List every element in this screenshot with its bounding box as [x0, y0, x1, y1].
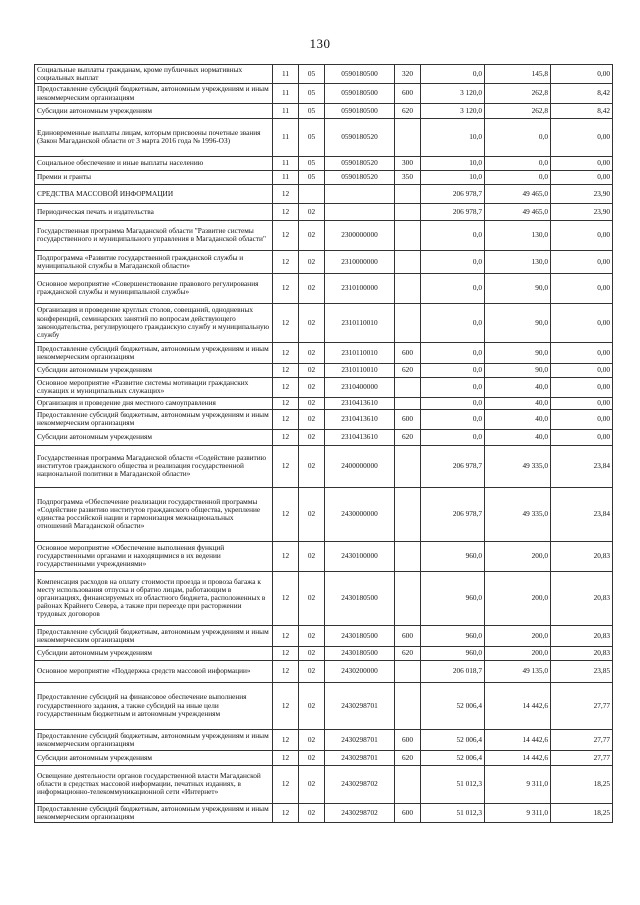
- row-name: Единовременные выплаты лицам, которым присвоены почетные звания (Закон Магаданской области от 3 марта 2016 года № 1996-ОЗ): [35, 118, 273, 156]
- row-chapter: 12: [273, 803, 299, 822]
- row-actual-amount: 14 442,6: [485, 750, 551, 765]
- row-name: Основное мероприятие «Обеспечение выполнения функций государственными органами и находящимися в их ведении государственными учреждениями»: [35, 541, 273, 571]
- row-plan-amount: 0,0: [421, 65, 485, 84]
- row-name: Подпрограмма «Развитие государственной гражданской службы и муниципальной службы в Магаданской области»: [35, 250, 273, 273]
- row-percent: 0,00: [551, 170, 613, 184]
- row-subsection: 02: [299, 571, 325, 625]
- row-subsection: 02: [299, 750, 325, 765]
- row-target-article: 2430298702: [325, 765, 395, 803]
- row-percent: 18,25: [551, 803, 613, 822]
- row-plan-amount: 3 120,0: [421, 84, 485, 103]
- table-row: [35, 646, 613, 660]
- row-name: Субсидии автономным учреждениям: [35, 103, 273, 118]
- row-actual-amount: 49 135,0: [485, 660, 551, 682]
- row-plan-amount: 206 018,7: [421, 660, 485, 682]
- row-subsection: 02: [299, 409, 325, 429]
- row-name: Предоставление субсидий бюджетным, автономным учреждениям и иным некоммерческим организациям: [35, 729, 273, 750]
- row-target-article: [325, 184, 395, 203]
- table-row: [35, 170, 613, 184]
- row-target-article: 2310100000: [325, 273, 395, 303]
- row-chapter: 12: [273, 429, 299, 445]
- row-name: Субсидии автономным учреждениям: [35, 646, 273, 660]
- row-expense-type: 600: [395, 409, 421, 429]
- row-target-article: 2310110010: [325, 303, 395, 342]
- row-subsection: 02: [299, 445, 325, 487]
- row-target-article: 2430180500: [325, 625, 395, 646]
- row-target-article: [325, 203, 395, 220]
- row-actual-amount: 0,0: [485, 156, 551, 170]
- row-plan-amount: 51 012,3: [421, 765, 485, 803]
- row-name: Основное мероприятие «Совершенствование правового регулирования гражданской службы и муниципальной службы»: [35, 273, 273, 303]
- row-actual-amount: 262,8: [485, 103, 551, 118]
- row-expense-type: [395, 541, 421, 571]
- row-expense-type: [395, 660, 421, 682]
- row-name: Государственная программа Магаданской области «Содействие развитию институтов гражданского общества и реализация государственной национальной политики в Магаданской области»: [35, 445, 273, 487]
- row-percent: 23,90: [551, 203, 613, 220]
- row-percent: 27,77: [551, 750, 613, 765]
- row-plan-amount: 960,0: [421, 646, 485, 660]
- table-row: [35, 65, 613, 84]
- row-plan-amount: 0,0: [421, 363, 485, 377]
- row-percent: 18,25: [551, 765, 613, 803]
- row-chapter: 12: [273, 220, 299, 250]
- row-percent: 20,83: [551, 541, 613, 571]
- row-plan-amount: 206 978,7: [421, 184, 485, 203]
- row-expense-type: [395, 682, 421, 729]
- row-plan-amount: 0,0: [421, 220, 485, 250]
- row-percent: 0,00: [551, 250, 613, 273]
- row-chapter: 12: [273, 250, 299, 273]
- row-actual-amount: 130,0: [485, 220, 551, 250]
- row-percent: 20,83: [551, 625, 613, 646]
- row-expense-type: 600: [395, 625, 421, 646]
- row-expense-type: [395, 273, 421, 303]
- row-subsection: 05: [299, 65, 325, 84]
- row-expense-type: 600: [395, 803, 421, 822]
- row-expense-type: [395, 397, 421, 409]
- row-target-article: 2400000000: [325, 445, 395, 487]
- row-actual-amount: 40,0: [485, 409, 551, 429]
- row-actual-amount: 200,0: [485, 646, 551, 660]
- row-subsection: 02: [299, 803, 325, 822]
- row-subsection: 05: [299, 84, 325, 103]
- row-chapter: 12: [273, 625, 299, 646]
- row-actual-amount: 49 335,0: [485, 487, 551, 541]
- row-name: Периодическая печать и издательства: [35, 203, 273, 220]
- row-actual-amount: 262,8: [485, 84, 551, 103]
- row-plan-amount: 206 978,7: [421, 445, 485, 487]
- row-expense-type: 620: [395, 103, 421, 118]
- row-percent: 0,00: [551, 65, 613, 84]
- row-chapter: 12: [273, 571, 299, 625]
- row-target-article: 2300000000: [325, 220, 395, 250]
- row-name: Компенсация расходов на оплату стоимости проезда и провоза багажа к месту использования отпуска и обратно лицам, работающим в организациях, финансируемых из областного бюджета, расположенных в районах Крайнего Севера, а также при переезде при расторжении трудовых договоров: [35, 571, 273, 625]
- row-actual-amount: 14 442,6: [485, 682, 551, 729]
- table-row: [35, 273, 613, 303]
- row-actual-amount: 9 311,0: [485, 765, 551, 803]
- table-row: [35, 660, 613, 682]
- row-expense-type: 320: [395, 65, 421, 84]
- row-name: Предоставление субсидий бюджетным, автономным учреждениям и иным некоммерческим организациям: [35, 625, 273, 646]
- row-target-article: 2430298701: [325, 729, 395, 750]
- row-target-article: 2310110010: [325, 363, 395, 377]
- row-plan-amount: 0,0: [421, 409, 485, 429]
- row-actual-amount: 0,0: [485, 170, 551, 184]
- row-percent: 0,00: [551, 342, 613, 363]
- table-row: [35, 303, 613, 342]
- row-name: Организация и проведение круглых столов, совещаний, однодневных конференций, семинарских занятий по вопросам действующего законодательства, регулирующего гражданскую службу и муниципальную службу: [35, 303, 273, 342]
- row-subsection: 02: [299, 303, 325, 342]
- row-percent: 23,84: [551, 445, 613, 487]
- table-row: [35, 729, 613, 750]
- row-actual-amount: 49 465,0: [485, 184, 551, 203]
- row-plan-amount: 206 978,7: [421, 487, 485, 541]
- table-row: [35, 342, 613, 363]
- row-chapter: 11: [273, 170, 299, 184]
- row-percent: 0,00: [551, 363, 613, 377]
- row-subsection: 02: [299, 682, 325, 729]
- row-subsection: 05: [299, 156, 325, 170]
- row-expense-type: 620: [395, 363, 421, 377]
- row-name: Государственная программа Магаданской области "Развитие системы государственного и муниципального управления в Магаданской области": [35, 220, 273, 250]
- row-chapter: 12: [273, 342, 299, 363]
- row-plan-amount: 0,0: [421, 273, 485, 303]
- row-expense-type: 620: [395, 429, 421, 445]
- row-subsection: 02: [299, 377, 325, 397]
- row-percent: 0,00: [551, 156, 613, 170]
- row-subsection: 02: [299, 646, 325, 660]
- table-row: [35, 541, 613, 571]
- row-name: Организация и проведение дня местного самоуправления: [35, 397, 273, 409]
- row-name: Предоставление субсидий бюджетным, автономным учреждениям и иным некоммерческим организациям: [35, 803, 273, 822]
- row-expense-type: [395, 487, 421, 541]
- row-target-article: 2310400000: [325, 377, 395, 397]
- row-name: Предоставление субсидий бюджетным, автономным учреждениям и иным некоммерческим организациям: [35, 84, 273, 103]
- row-actual-amount: 14 442,6: [485, 729, 551, 750]
- row-expense-type: [395, 377, 421, 397]
- row-plan-amount: 0,0: [421, 250, 485, 273]
- table-row: [35, 203, 613, 220]
- row-target-article: 0590180520: [325, 170, 395, 184]
- table-row: [35, 682, 613, 729]
- row-chapter: 11: [273, 156, 299, 170]
- row-subsection: 02: [299, 660, 325, 682]
- table-row: [35, 409, 613, 429]
- row-percent: 0,00: [551, 429, 613, 445]
- row-plan-amount: 10,0: [421, 118, 485, 156]
- row-plan-amount: 52 006,4: [421, 729, 485, 750]
- table-row: [35, 397, 613, 409]
- row-subsection: 02: [299, 363, 325, 377]
- row-chapter: 12: [273, 765, 299, 803]
- row-chapter: 12: [273, 750, 299, 765]
- row-chapter: 12: [273, 682, 299, 729]
- row-expense-type: [395, 184, 421, 203]
- table-row: [35, 803, 613, 822]
- row-chapter: 11: [273, 65, 299, 84]
- row-plan-amount: 960,0: [421, 541, 485, 571]
- row-subsection: [299, 184, 325, 203]
- row-expense-type: [395, 220, 421, 250]
- row-subsection: 02: [299, 220, 325, 250]
- table-row: [35, 84, 613, 103]
- row-plan-amount: 51 012,3: [421, 803, 485, 822]
- row-expense-type: 300: [395, 156, 421, 170]
- row-target-article: 2430298701: [325, 682, 395, 729]
- row-name: Премии и гранты: [35, 170, 273, 184]
- table-row: [35, 250, 613, 273]
- row-subsection: 02: [299, 729, 325, 750]
- row-chapter: 12: [273, 363, 299, 377]
- row-chapter: 12: [273, 445, 299, 487]
- row-actual-amount: 90,0: [485, 363, 551, 377]
- row-chapter: 11: [273, 118, 299, 156]
- table-row: [35, 118, 613, 156]
- row-plan-amount: 0,0: [421, 377, 485, 397]
- page-number: 130: [309, 36, 331, 51]
- row-target-article: 2430180500: [325, 646, 395, 660]
- row-chapter: 12: [273, 487, 299, 541]
- row-subsection: 05: [299, 118, 325, 156]
- row-name: Субсидии автономным учреждениям: [35, 363, 273, 377]
- row-expense-type: 600: [395, 342, 421, 363]
- row-name: Основное мероприятие «Поддержка средств массовой информации»: [35, 660, 273, 682]
- row-target-article: 0590180500: [325, 84, 395, 103]
- row-actual-amount: 90,0: [485, 342, 551, 363]
- row-expense-type: [395, 203, 421, 220]
- row-percent: 8,42: [551, 103, 613, 118]
- row-actual-amount: 200,0: [485, 625, 551, 646]
- row-target-article: 2430100000: [325, 541, 395, 571]
- row-expense-type: [395, 118, 421, 156]
- row-target-article: 0590180520: [325, 118, 395, 156]
- row-plan-amount: 960,0: [421, 571, 485, 625]
- row-actual-amount: 40,0: [485, 429, 551, 445]
- row-expense-type: 620: [395, 750, 421, 765]
- row-chapter: 11: [273, 103, 299, 118]
- row-expense-type: 600: [395, 84, 421, 103]
- row-actual-amount: 200,0: [485, 541, 551, 571]
- row-target-article: 2430000000: [325, 487, 395, 541]
- table-row: [35, 750, 613, 765]
- row-subsection: 05: [299, 170, 325, 184]
- table-row: [35, 220, 613, 250]
- row-target-article: 2310000000: [325, 250, 395, 273]
- table-row: [35, 103, 613, 118]
- row-expense-type: [395, 250, 421, 273]
- row-expense-type: [395, 303, 421, 342]
- table-row: [35, 487, 613, 541]
- row-percent: 0,00: [551, 303, 613, 342]
- row-expense-type: 600: [395, 729, 421, 750]
- row-chapter: 12: [273, 409, 299, 429]
- row-actual-amount: 49 335,0: [485, 445, 551, 487]
- row-target-article: 0590180500: [325, 65, 395, 84]
- row-target-article: 2310413610: [325, 397, 395, 409]
- row-plan-amount: 10,0: [421, 156, 485, 170]
- row-target-article: 2430298702: [325, 803, 395, 822]
- row-plan-amount: 960,0: [421, 625, 485, 646]
- row-chapter: 12: [273, 729, 299, 750]
- row-chapter: 12: [273, 646, 299, 660]
- row-expense-type: [395, 445, 421, 487]
- row-percent: 0,00: [551, 377, 613, 397]
- row-chapter: 12: [273, 660, 299, 682]
- row-actual-amount: 0,0: [485, 118, 551, 156]
- row-target-article: 2430298701: [325, 750, 395, 765]
- row-name: Предоставление субсидий бюджетным, автономным учреждениям и иным некоммерческим организациям: [35, 342, 273, 363]
- row-actual-amount: 40,0: [485, 377, 551, 397]
- row-target-article: 2310110010: [325, 342, 395, 363]
- row-expense-type: [395, 765, 421, 803]
- row-actual-amount: 90,0: [485, 273, 551, 303]
- row-actual-amount: 130,0: [485, 250, 551, 273]
- row-actual-amount: 9 311,0: [485, 803, 551, 822]
- row-percent: 27,77: [551, 682, 613, 729]
- row-percent: 20,83: [551, 571, 613, 625]
- row-chapter: 12: [273, 377, 299, 397]
- row-percent: 23,84: [551, 487, 613, 541]
- table-row: [35, 377, 613, 397]
- row-percent: 20,83: [551, 646, 613, 660]
- row-plan-amount: 10,0: [421, 170, 485, 184]
- row-subsection: 02: [299, 273, 325, 303]
- row-chapter: 12: [273, 203, 299, 220]
- row-plan-amount: 52 006,4: [421, 682, 485, 729]
- row-percent: 0,00: [551, 118, 613, 156]
- row-chapter: 11: [273, 84, 299, 103]
- row-target-article: 2310413610: [325, 429, 395, 445]
- row-target-article: 0590180520: [325, 156, 395, 170]
- row-target-article: 2430180500: [325, 571, 395, 625]
- row-name: Освещение деятельности органов государственной власти Магаданской области в средствах массовой информации, печатных изданиях, в информационно-телекоммуникационной сети «Интернет»: [35, 765, 273, 803]
- row-percent: 23,90: [551, 184, 613, 203]
- row-percent: 23,85: [551, 660, 613, 682]
- row-actual-amount: 200,0: [485, 571, 551, 625]
- row-chapter: 12: [273, 273, 299, 303]
- row-plan-amount: 3 120,0: [421, 103, 485, 118]
- budget-table: [34, 64, 613, 823]
- table-row: [35, 184, 613, 203]
- row-name: Предоставление субсидий бюджетным, автономным учреждениям и иным некоммерческим организациям: [35, 409, 273, 429]
- row-actual-amount: 49 465,0: [485, 203, 551, 220]
- row-plan-amount: 206 978,7: [421, 203, 485, 220]
- row-chapter: 12: [273, 303, 299, 342]
- row-plan-amount: 0,0: [421, 303, 485, 342]
- row-actual-amount: 90,0: [485, 303, 551, 342]
- row-percent: 8,42: [551, 84, 613, 103]
- row-expense-type: [395, 571, 421, 625]
- row-percent: 0,00: [551, 273, 613, 303]
- row-percent: 0,00: [551, 397, 613, 409]
- table-row: [35, 363, 613, 377]
- row-target-article: 2430200000: [325, 660, 395, 682]
- table-row: [35, 625, 613, 646]
- table-row: [35, 571, 613, 625]
- row-chapter: 12: [273, 541, 299, 571]
- row-name: Субсидии автономным учреждениям: [35, 429, 273, 445]
- row-name: Социальное обеспечение и иные выплаты населению: [35, 156, 273, 170]
- row-name: Социальные выплаты гражданам, кроме публичных нормативных социальных выплат: [35, 65, 273, 84]
- table-row: [35, 765, 613, 803]
- table-row: [35, 156, 613, 170]
- row-name: Предоставление субсидий на финансовое обеспечение выполнения государственного задания, а также субсидий на иные цели государственным бюджетным и автономным учреждениям: [35, 682, 273, 729]
- row-subsection: 02: [299, 203, 325, 220]
- row-percent: 27,77: [551, 729, 613, 750]
- row-plan-amount: 0,0: [421, 429, 485, 445]
- row-chapter: 12: [273, 397, 299, 409]
- row-plan-amount: 0,0: [421, 397, 485, 409]
- row-actual-amount: 40,0: [485, 397, 551, 409]
- row-target-article: 2310413610: [325, 409, 395, 429]
- table-row: [35, 429, 613, 445]
- budget-table-body: [35, 65, 613, 823]
- row-subsection: 02: [299, 250, 325, 273]
- row-name: СРЕДСТВА МАССОВОЙ ИНФОРМАЦИИ: [35, 184, 273, 203]
- row-name: Подпрограмма «Обеспечение реализации государственной программы «Содействие развитию институтов гражданского общества, укрепление единства российской нации и гармонизация межнациональных отношений Магаданской области»: [35, 487, 273, 541]
- row-expense-type: 620: [395, 646, 421, 660]
- row-subsection: 02: [299, 625, 325, 646]
- row-chapter: 12: [273, 184, 299, 203]
- row-name: Субсидии автономным учреждениям: [35, 750, 273, 765]
- row-subsection: 02: [299, 342, 325, 363]
- row-actual-amount: 145,8: [485, 65, 551, 84]
- row-plan-amount: 52 006,4: [421, 750, 485, 765]
- row-subsection: 02: [299, 429, 325, 445]
- row-subsection: 02: [299, 397, 325, 409]
- row-percent: 0,00: [551, 409, 613, 429]
- row-name: Основное мероприятие «Развитие системы мотивации гражданских служащих и муниципальных служащих»: [35, 377, 273, 397]
- row-subsection: 02: [299, 541, 325, 571]
- row-target-article: 0590180500: [325, 103, 395, 118]
- row-subsection: 02: [299, 765, 325, 803]
- row-expense-type: 350: [395, 170, 421, 184]
- row-subsection: 02: [299, 487, 325, 541]
- table-row: [35, 445, 613, 487]
- row-subsection: 05: [299, 103, 325, 118]
- row-plan-amount: 0,0: [421, 342, 485, 363]
- row-percent: 0,00: [551, 220, 613, 250]
